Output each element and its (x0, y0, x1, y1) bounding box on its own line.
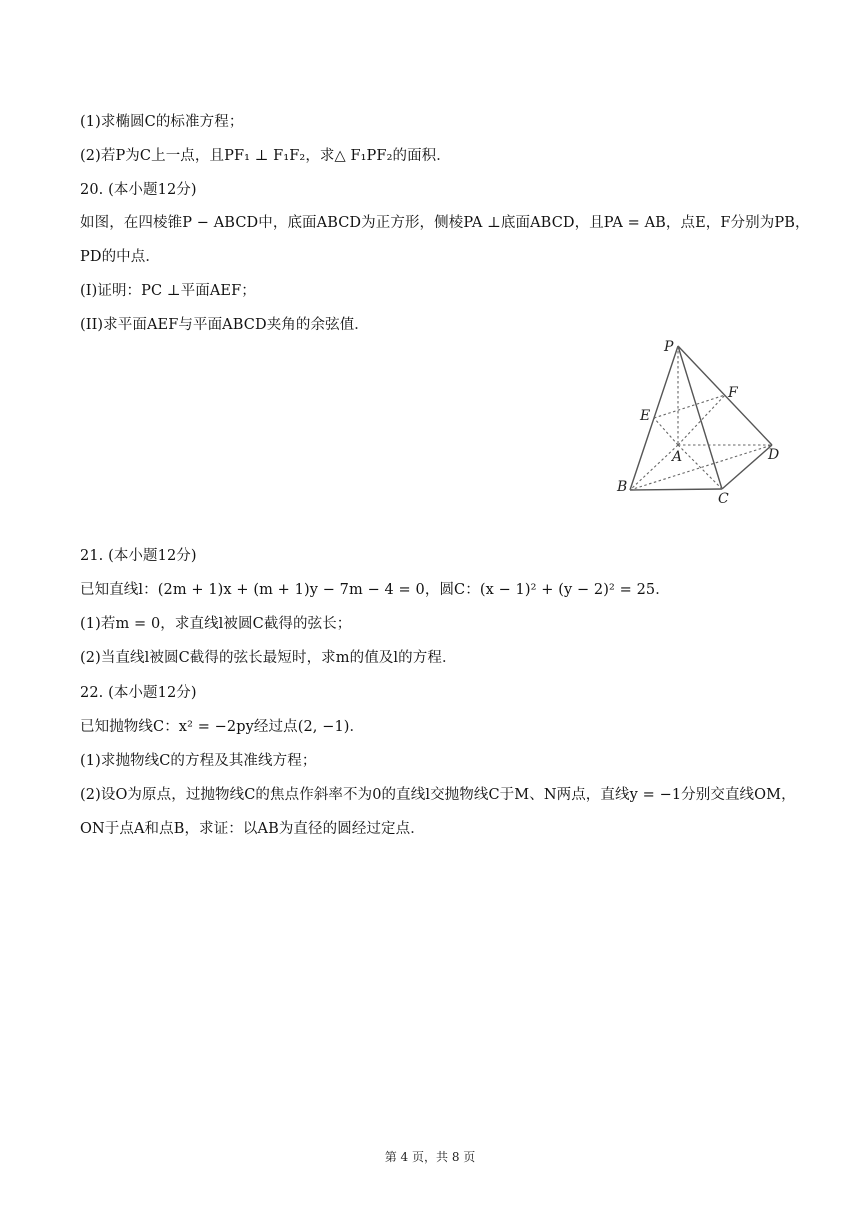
text-line-20-2: (II)求平面AEF与平面ABCD夹角的余弦值． (80, 317, 369, 333)
label-D: D (768, 447, 780, 463)
text-line-20-1: (I)证明：PC ⊥平面AEF； (80, 283, 256, 299)
text-line-21-1: (1)若m = 0，求直线l被圆C截得的弦长； (80, 616, 352, 632)
heading-problem-22: 22. (本小题12分) (80, 685, 197, 701)
text-line-22-2b: ON于点A和点B，求证：以AB为直径的圆经过定点． (80, 821, 425, 837)
edge-EF (654, 395, 725, 418)
text-line-21-stem: 已知直线l：(2m + 1)x + (m + 1)y − 7m − 4 = 0，圆C：(x − 1)² + (y − 2)² = 25． (80, 582, 670, 598)
edge-CD (722, 445, 772, 489)
label-E: E (640, 408, 651, 424)
label-C: C (718, 491, 729, 507)
text-line-20-stem-1: 如图，在四棱锥P − ABCD中，底面ABCD为正方形，侧棱PA ⊥底面ABCD，且PA = AB，点E，F分别为PB， (80, 215, 810, 231)
heading-problem-21: 21. (本小题12分) (80, 548, 197, 564)
label-P: P (664, 339, 674, 355)
heading-problem-20: 20. (本小题12分) (80, 182, 197, 198)
text-line-22-stem: 已知抛物线C：x² = −2py经过点(2, −1)． (80, 719, 365, 735)
label-B: B (617, 479, 628, 495)
text-line-21-2: (2)当直线l被圆C截得的弦长最短时，求m的值及l的方程． (80, 650, 457, 666)
text-line-20-stem-2: PD的中点． (80, 249, 160, 265)
label-F: F (728, 385, 738, 401)
text-line-19-2: (2)若P为C上一点，且PF₁ ⊥ F₁F₂，求△ F₁PF₂的面积． (80, 148, 451, 164)
text-line-19-1: (1)求椭圆C的标准方程； (80, 114, 244, 130)
edge-BC (630, 489, 722, 490)
pyramid-figure (610, 330, 800, 515)
edge-AE (654, 418, 678, 445)
label-A: A (672, 449, 683, 465)
text-line-22-2a: (2)设O为原点，过抛物线C的焦点作斜率不为0的直线l交抛物线C于M、N两点，直线y = −1分别交直线OM， (80, 787, 796, 803)
page-footer: 第 4 页，共 8 页 (384, 1150, 476, 1164)
text-line-22-1: (1)求抛物线C的方程及其准线方程； (80, 753, 317, 769)
